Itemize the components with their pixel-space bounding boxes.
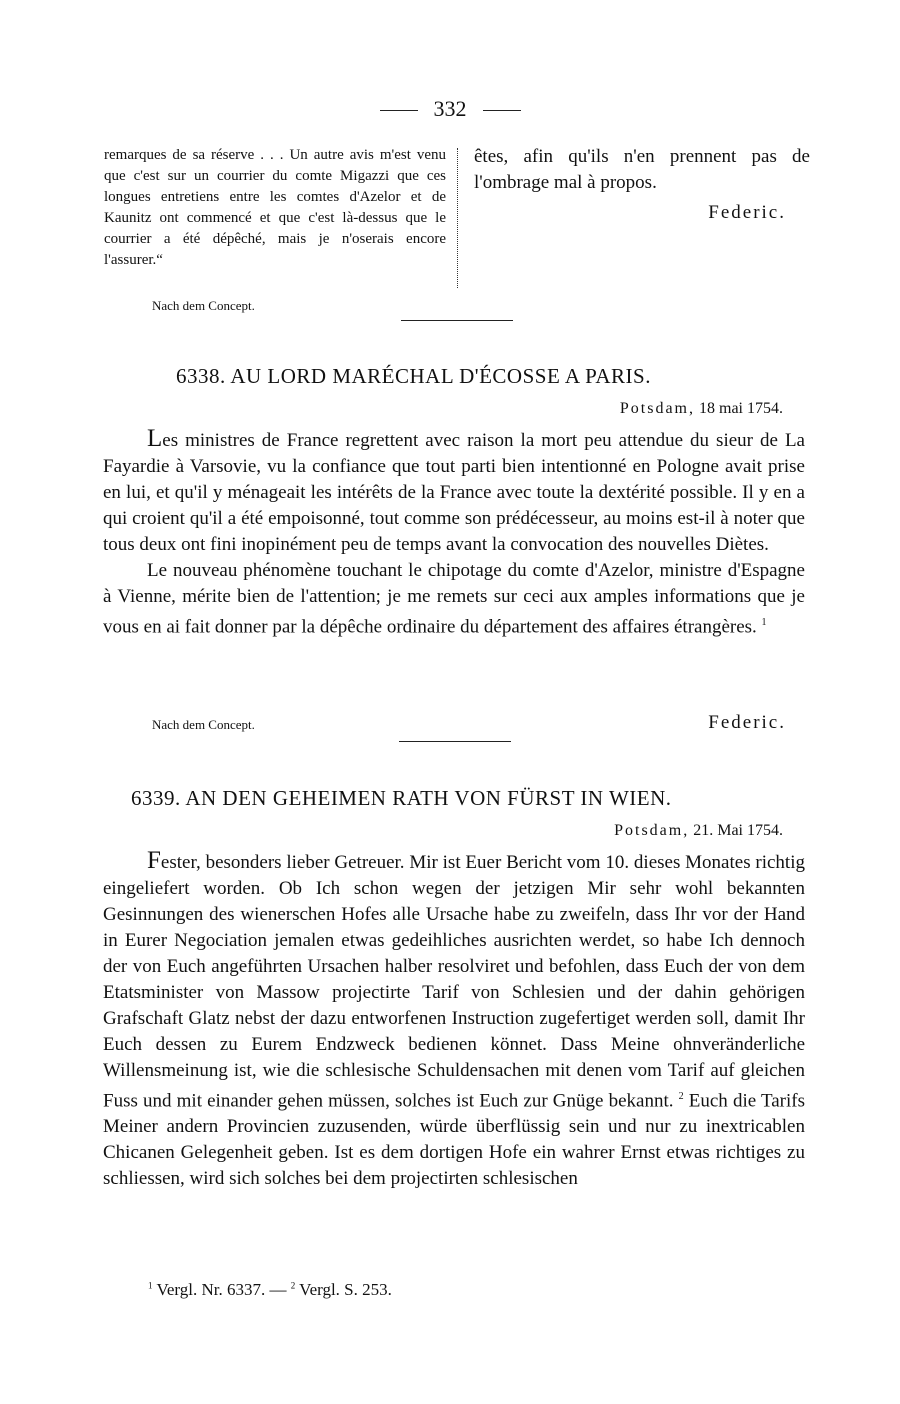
- letter-6338-footnote-mark: 1: [761, 617, 767, 628]
- letter-6338-paragraph-1-text: es ministres de France regrettent avec raison la mort peu attendue du sieur de La Fayardie à Varsovie, vu la confiance que tout parti bien intentionné en Pologne avait prise en lui, et qu'il y ménageait les intérêts de la France avec toute la dextérité possible. Il y en a qui croient qu'il a été empoisonné, tout comme son prédécesseur, au moins est-il à noter que tous deux ont fini inopinément peu de temps avant la convocation des nouvelles Diètes.: [103, 430, 805, 555]
- letter-6339-footnote-mark: 2: [678, 1091, 684, 1102]
- column-separator: [457, 148, 458, 288]
- footnote-2-text: Vergl. S. 253.: [299, 1280, 392, 1299]
- section-divider-2: [399, 741, 511, 742]
- page-number: 332: [433, 96, 467, 121]
- top-right-column: [474, 144, 810, 196]
- letter-6338-initial: L: [147, 425, 163, 452]
- page-number-dash-left: [380, 110, 418, 111]
- letter-6338-signature: Federic.: [708, 712, 786, 733]
- letter-6339-initial: F: [147, 847, 161, 874]
- letter-6339-text-part-b: Euch die Tarifs Meiner andern Provincien zuzusenden, würde überflüssig sein und nur zu inextricablen Chicanen Gelegenheit geben. Ist es dem dortigen Hofe ein wahrer Ernst etwas richtiges zu schliessen, wird sich solches bei dem projectirten schlesischen: [103, 1090, 805, 1190]
- footnote-2-mark: 2: [290, 1280, 296, 1291]
- letter-6339-date: 21. Mai 1754.: [693, 822, 783, 839]
- letter-6339-text-part-a: ester, besonders lieber Getreuer. Mir ist Euer Bericht vom 10. dieses Monates richtig eingeliefert worden. Ob Ich schon wegen der jetzigen Mir sehr wohl bekannten Gesinnungen des wienerschen Hofes alle Ursache habe zu zweifeln, dass Ihr vor der Hand in Eurer Negociation jemalen etwas gedeihliches ausrichten werdet, so habe Ich dennoch der von Euch angeführten Ursachen halber resolviret und befohlen, dass Euch der von dem Etatsminister von Massow projectirte Tarif von Schlesien und der dahin gehörigen Grafschaft Glatz nebst der dazu entworfenen Instruction zugefertiget werden soll, damit Ihr Euch dessen zu Eurem Endzweck bedienen könnet. Dass Meine ohnveränderliche Willensmeinung ist, wie die schlesische Schuldensachen mit denen vom Tarif auf gleichen Fuss und mit einander gehen müssen, solches ist Euch zur Gnüge bekannt.: [103, 852, 805, 1112]
- letter-6338-heading: 6338. AU LORD MARÉCHAL D'ÉCOSSE A PARIS.: [176, 364, 651, 388]
- letter-6338-source-note: Nach dem Concept.: [152, 717, 255, 732]
- letter-6338-dateline: [480, 400, 783, 418]
- letter-6339-body: [103, 848, 805, 1192]
- letter-6338-paragraph-1: [103, 426, 805, 558]
- page-number-line: [0, 96, 900, 122]
- letter-6339-place: Potsdam,: [614, 822, 690, 839]
- footnote-1-text: Vergl. Nr. 6337. —: [156, 1280, 287, 1299]
- letter-6338-paragraph-2: [103, 558, 805, 640]
- letter-6338-place: Potsdam,: [619, 400, 695, 417]
- letter-6339-dateline: [480, 822, 783, 840]
- top-left-column: [104, 145, 446, 271]
- footnotes: [148, 1280, 392, 1300]
- letter-6338-body: [103, 426, 805, 640]
- page-number-dash-right: [483, 110, 521, 111]
- top-right-signature: Federic.: [708, 202, 786, 223]
- letter-6339-paragraph: [103, 848, 805, 1192]
- footnote-1-mark: 1: [148, 1280, 153, 1291]
- top-left-source-note: Nach dem Concept.: [152, 298, 255, 313]
- section-divider-1: [401, 320, 513, 321]
- letter-6338-date: 18 mai 1754.: [699, 400, 783, 417]
- letter-6339-heading: 6339. AN DEN GEHEIMEN RATH VON FÜRST IN WIEN.: [131, 786, 672, 810]
- top-left-column-text: remarques de sa réserve . . . Un autre avis m'est venu que c'est sur un courrier du comte Migazzi que ces longues entretiens entre les comtes d'Azelor et de Kaunitz ont commencé et que c'est là-dessus que le courrier a été dépêché, mais je n'oserais encore l'assurer.“: [104, 147, 446, 268]
- letter-6338-paragraph-2-text: Le nouveau phénomène touchant le chipotage du comte d'Azelor, ministre d'Espagne à Vienne, mérite bien de l'attention; je me remets sur ceci aux amples informations que je vous en ai fait donner par la dépêche ordinaire du département des affaires étrangères.: [103, 560, 805, 638]
- top-right-column-text: êtes, afin qu'ils n'en prennent pas de l'ombrage mal à propos.: [474, 146, 810, 193]
